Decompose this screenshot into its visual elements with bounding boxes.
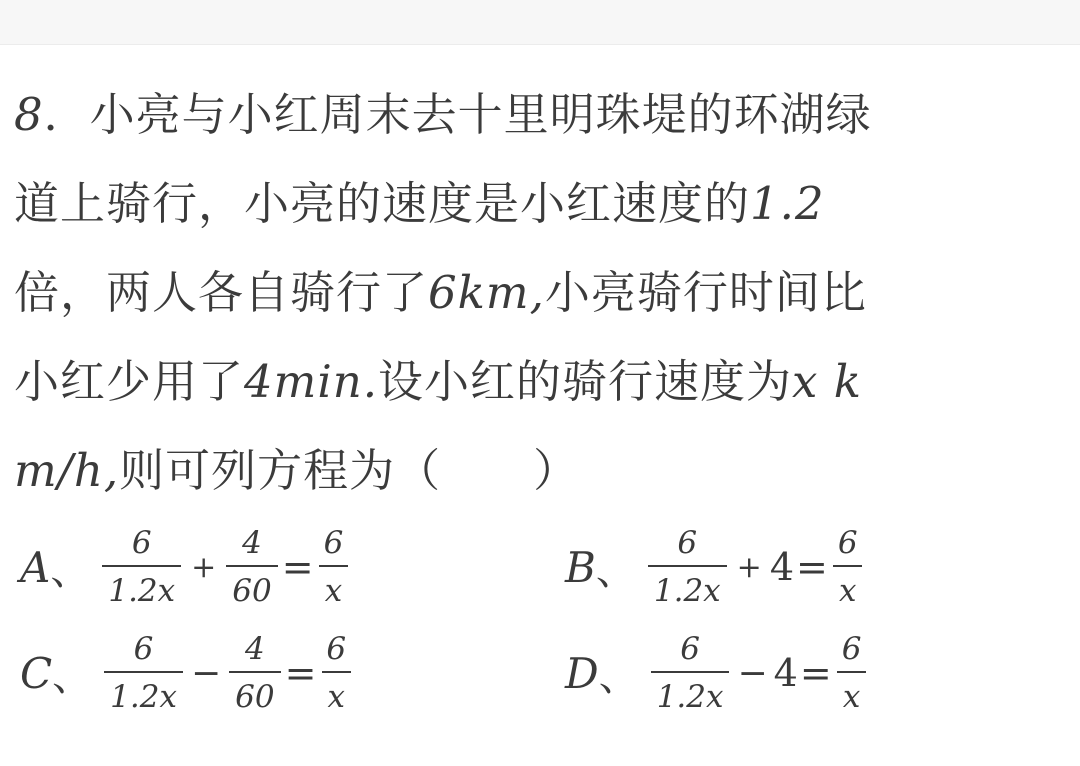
fraction-denominator: 1.2x bbox=[648, 565, 727, 609]
question-line-1 bbox=[14, 70, 1064, 159]
fraction-numerator: 6 bbox=[841, 631, 862, 667]
option-b-fraction-1 bbox=[648, 525, 727, 609]
question-line-5-text: 则可列方程为（ bbox=[119, 444, 442, 497]
fraction-denominator: x bbox=[837, 671, 866, 715]
fraction-denominator: x bbox=[322, 671, 351, 715]
question-line-2-text: 道上骑行，小亮的速度是小红速度的 bbox=[14, 177, 751, 230]
option-a-fraction-3 bbox=[318, 525, 350, 609]
option-c-letter: C bbox=[20, 648, 53, 698]
option-b-term: 4 bbox=[769, 545, 794, 589]
option-a-fraction-2 bbox=[226, 525, 277, 609]
option-d-term: 4 bbox=[773, 651, 798, 695]
fraction-denominator: 60 bbox=[226, 565, 277, 609]
fraction-numerator: 6 bbox=[326, 631, 347, 667]
question-line-4 bbox=[14, 337, 1064, 426]
question-line-3-text-a: 倍，两人各自骑行了 bbox=[14, 266, 429, 319]
option-a-equals: = bbox=[281, 545, 314, 589]
fraction-denominator: 1.2x bbox=[102, 565, 181, 609]
option-a-separator: 、 bbox=[50, 547, 91, 594]
option-c-fraction-2 bbox=[229, 631, 280, 715]
fraction-numerator: 6 bbox=[323, 525, 344, 561]
question-line-3-text-b: 小亮骑行时间比 bbox=[544, 266, 867, 319]
option-d-fraction-1 bbox=[651, 631, 730, 715]
option-b-fraction-3 bbox=[832, 525, 864, 609]
question-line-5 bbox=[14, 426, 1064, 515]
time-value: 4min. bbox=[244, 355, 378, 408]
distance-value: 6km, bbox=[428, 266, 545, 319]
fraction-denominator: x bbox=[833, 565, 862, 609]
speed-ratio: 1.2 bbox=[750, 177, 825, 230]
fraction-numerator: 6 bbox=[680, 631, 700, 667]
question-line-2 bbox=[14, 159, 1064, 248]
option-b-equals: = bbox=[796, 545, 828, 589]
fraction-numerator: 6 bbox=[133, 631, 154, 667]
question-line-4-text-b: 设小红的骑行速度为 bbox=[378, 355, 793, 408]
fraction-numerator: 4 bbox=[242, 525, 262, 561]
option-a-letter: A bbox=[20, 542, 51, 592]
fraction-denominator: 1.2x bbox=[104, 671, 183, 715]
top-bar bbox=[0, 0, 1080, 45]
option-c-separator: 、 bbox=[52, 653, 93, 700]
fraction-numerator: 6 bbox=[131, 525, 152, 561]
option-a[interactable] bbox=[20, 522, 351, 612]
option-b-operator: + bbox=[736, 549, 762, 585]
question-line-4-text-a: 小红少用了 bbox=[14, 355, 245, 408]
option-d-separator: 、 bbox=[598, 653, 639, 700]
fraction-numerator: 6 bbox=[677, 525, 698, 561]
option-c[interactable] bbox=[20, 628, 354, 718]
speed-unit: m/h, bbox=[14, 444, 120, 497]
option-d[interactable] bbox=[565, 628, 869, 718]
answer-close-paren: ） bbox=[533, 444, 580, 497]
fraction-denominator: x bbox=[319, 565, 348, 609]
option-b-letter: B bbox=[565, 542, 596, 592]
option-d-letter: D bbox=[565, 648, 599, 698]
option-c-equals: = bbox=[284, 651, 317, 695]
option-b[interactable] bbox=[565, 522, 866, 612]
question-dot: ． bbox=[43, 88, 90, 141]
fraction-numerator: 6 bbox=[837, 525, 858, 561]
option-c-fraction-3 bbox=[320, 631, 352, 715]
fraction-denominator: 60 bbox=[229, 671, 280, 715]
option-c-fraction-1 bbox=[104, 631, 183, 715]
question-line-1-text: 小亮与小红周末去十里明珠堤的环湖绿 bbox=[89, 88, 872, 141]
option-d-fraction-3 bbox=[836, 631, 868, 715]
question-line-3 bbox=[14, 248, 1064, 337]
question-number: 8 bbox=[14, 88, 44, 141]
option-d-operator: − bbox=[737, 652, 768, 694]
option-c-operator: − bbox=[190, 652, 222, 694]
option-d-equals: = bbox=[799, 651, 832, 695]
speed-variable: x k bbox=[792, 355, 862, 408]
option-a-operator: + bbox=[191, 549, 217, 585]
question-text bbox=[14, 70, 1064, 515]
fraction-numerator: 4 bbox=[244, 631, 265, 667]
option-b-separator: 、 bbox=[595, 547, 636, 594]
option-a-fraction-1 bbox=[102, 525, 181, 609]
fraction-denominator: 1.2x bbox=[651, 671, 730, 715]
